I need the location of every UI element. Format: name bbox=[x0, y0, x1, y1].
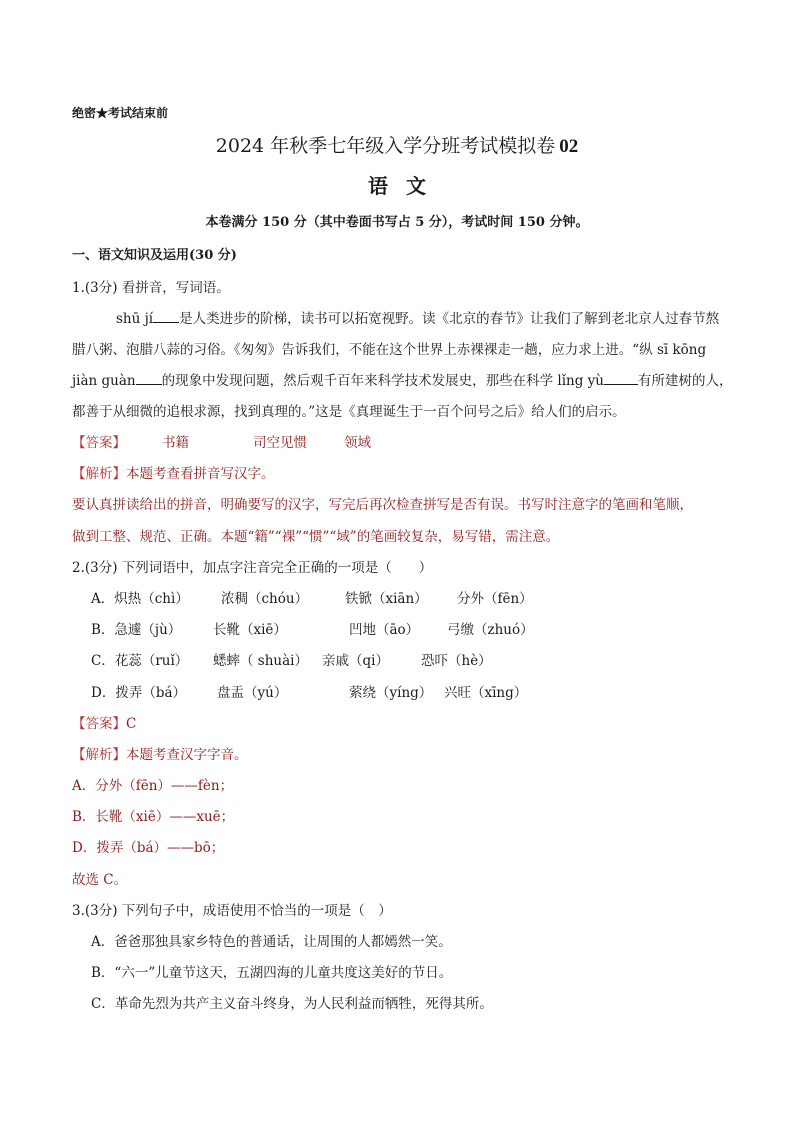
option-row-b: B．急遽（jù） 长靴（xiē） 凹地（āo） 弓缴（zhuó） bbox=[91, 622, 534, 638]
question-2-analysis: 【解析】本题考查汉字字音。 bbox=[72, 747, 248, 763]
analysis-line: 故选 C。 bbox=[72, 872, 128, 888]
option-row-d: D．拨弄（bá） 盘盂（yú） 萦绕（yíng） 兴旺（xīng） bbox=[91, 685, 528, 701]
answer-blank bbox=[136, 372, 162, 385]
question-2-answer bbox=[72, 714, 136, 734]
question-3-option-c: C．革命先烈为共产主义奋斗终身，为人民利益而牺牲，死得其所。 bbox=[91, 996, 493, 1012]
answer-blank bbox=[604, 372, 638, 385]
question-1-line-3: jiàn guàn 的现象中发现问题，然后观千百年来科学技术发展史，那些在科学 lǐng yù 有所建树的人， bbox=[72, 373, 733, 389]
option-row-a: A．炽热（chì） 浓稠（chóu） 铁锨（xiān） 分外（fēn） bbox=[91, 591, 533, 607]
exam-title-text: 2024 年秋季七年级入学分班考试模拟卷 bbox=[215, 135, 556, 157]
analysis-line: D．拨弄（bá）——bō； bbox=[72, 840, 225, 856]
analysis-tag: 【解析】 bbox=[72, 466, 126, 482]
question-3-option-a: A．爸爸那独具家乡特色的普通话，让周围的人都嫣然一笑。 bbox=[91, 934, 452, 950]
analysis-line: A．分外（fēn）——fèn； bbox=[72, 778, 234, 794]
question-1-stem: 1.(3分) 看拼音，写词语。 bbox=[72, 280, 230, 296]
answer-value: C bbox=[126, 716, 137, 732]
exam-notice: 本卷满分 150 分（其中卷面书写占 5 分），考试时间 150 分钟。 bbox=[205, 215, 589, 230]
question-3-option-b: B．“六一”儿童节这天，五湖四海的儿童共度这美好的节日。 bbox=[91, 965, 453, 981]
analysis-tag: 【解析】 bbox=[72, 747, 126, 763]
answer-value: 领域 bbox=[344, 435, 371, 451]
option-row-c: C．花蕊（ruǐ） 蟋蟀（ shuài） 亲戚（qi） 恐吓（hè） bbox=[91, 653, 492, 669]
question-2-stem: 2.(3分) 下列词语中，加点字注音完全正确的一项是（ ） bbox=[72, 560, 433, 576]
answer-value: 书籍 bbox=[162, 435, 189, 451]
confidential-label: 绝密★考试结束前 bbox=[72, 106, 169, 120]
question-1-analysis: 【解析】本题考查看拼音写汉字。 bbox=[72, 466, 275, 482]
question-1-line-4: 都善于从细微的追根求源，找到真理的。”这是《真理诞生于一百个问号之后》给人们的启示。 bbox=[72, 404, 626, 420]
answer-tag: 【答案】 bbox=[72, 716, 126, 732]
question-3-stem: 3.(3分) 下列句子中，成语使用不恰当的一项是（ ） bbox=[72, 903, 392, 919]
analysis-line: 要认真拼读给出的拼音，明确要写的汉字，写完后再次检查拼写是否有误。书写时注意字的笔画和笔顺， bbox=[72, 497, 693, 513]
subject-heading: 语文 bbox=[368, 174, 444, 198]
answer-tag: 【答案】 bbox=[72, 435, 126, 451]
question-1-line-2: 腊八粥、泡腊八蒜的习俗。《匆匆》告诉我们，不能在这个世界上赤裸裸走一趟，应力求上进。“纵 sī kōng bbox=[72, 342, 707, 358]
exam-title-number: 02 bbox=[559, 136, 579, 157]
answer-blank bbox=[153, 310, 179, 323]
analysis-line: 做到工整、规范、正确。本题“籍”“裸”“惯”“域”的笔画较复杂，易写错，需注意。 bbox=[72, 529, 560, 545]
answer-value: 司空见惯 bbox=[253, 435, 307, 451]
analysis-line: B．长靴（xiē）——xuē； bbox=[72, 809, 235, 825]
section-heading: 一、语文知识及运用(30 分) bbox=[72, 248, 237, 263]
exam-title bbox=[0, 133, 794, 160]
question-1-line-1: shū jí 是人类进步的阶梯，读书可以拓宽视野。读《北京的春节》让我们了解到老北京人过春节熬 bbox=[116, 311, 720, 327]
question-1-answer bbox=[72, 433, 371, 453]
